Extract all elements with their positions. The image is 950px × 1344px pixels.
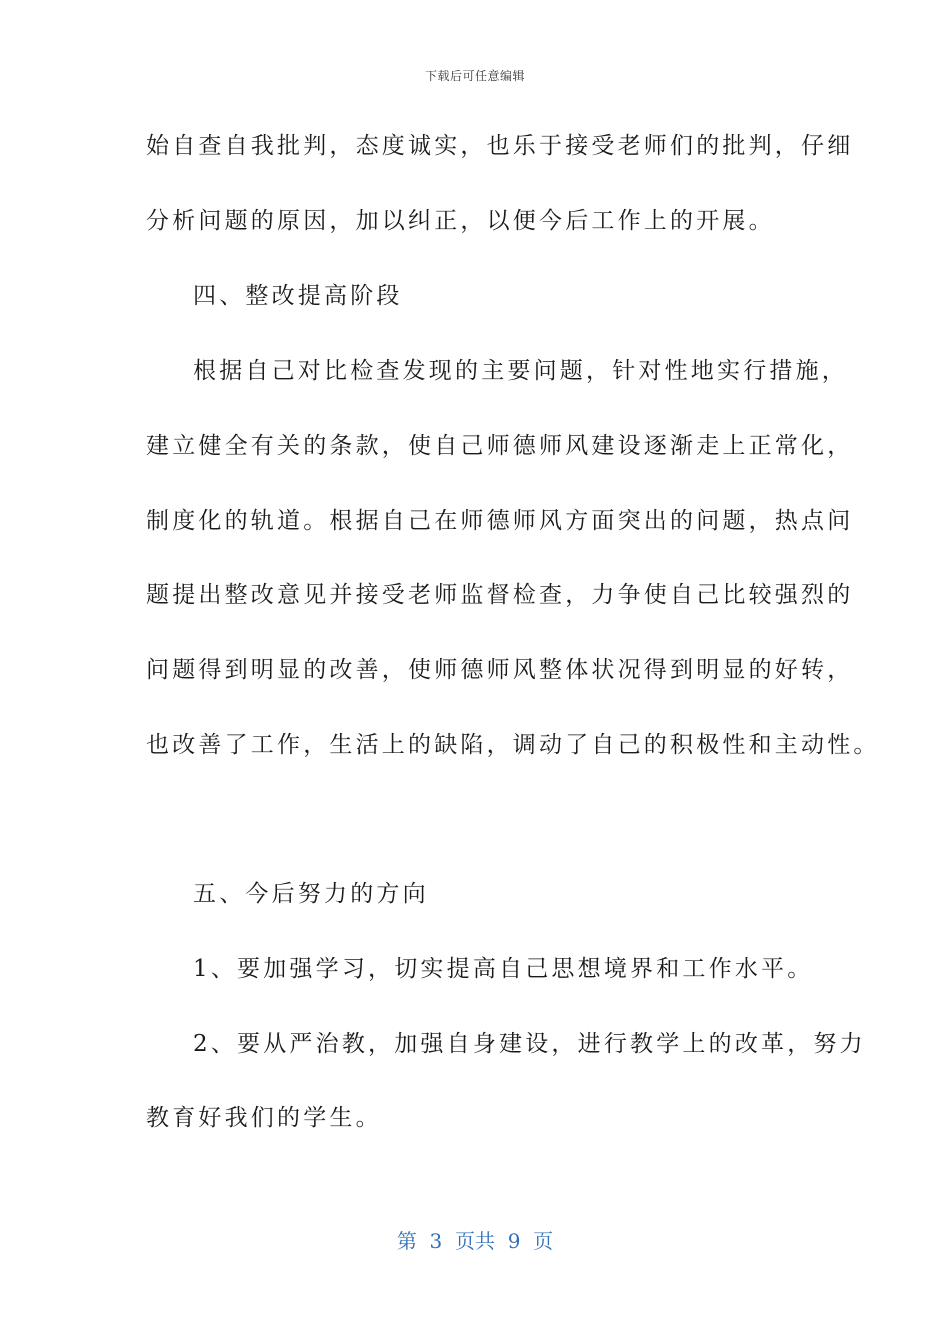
body-line-2: 分析问题的原因，加以纠正，以便今后工作上的开展。 bbox=[146, 208, 775, 234]
page-number: 第 3 页共 9 页 bbox=[396, 1229, 554, 1253]
body-line-6: 题提出整改意见并接受老师监督检查，力争使自己比较强烈的 bbox=[146, 582, 854, 608]
body-line-4: 建立健全有关的条款，使自己师德师风建设逐渐走上正常化， bbox=[146, 433, 854, 459]
body-line-8: 也改善了工作，生活上的缺陷，调动了自己的积极性和主动性。 bbox=[146, 732, 880, 758]
section-heading-4: 四、整改提高阶段 bbox=[193, 283, 403, 309]
section-heading-5: 五、今后努力的方向 bbox=[193, 881, 429, 907]
body-line-7: 问题得到明显的改善，使师德师风整体状况得到明显的好转， bbox=[146, 657, 854, 683]
list-item-2: 2、要从严治教，加强自身建设，进行教学上的改革，努力 bbox=[193, 1031, 866, 1057]
body-line-1: 始自查自我批判，态度诚实，也乐于接受老师们的批判，仔细 bbox=[146, 133, 854, 159]
list-item-2-continued: 教育好我们的学生。 bbox=[146, 1105, 382, 1131]
body-line-5: 制度化的轨道。根据自己在师德师风方面突出的问题，热点问 bbox=[146, 508, 854, 534]
body-line-3: 根据自己对比检查发现的主要问题，针对性地实行措施， bbox=[193, 358, 848, 384]
header-note: 下载后可任意编辑 bbox=[424, 69, 525, 83]
list-item-1: 1、要加强学习，切实提高自己思想境界和工作水平。 bbox=[193, 956, 814, 982]
